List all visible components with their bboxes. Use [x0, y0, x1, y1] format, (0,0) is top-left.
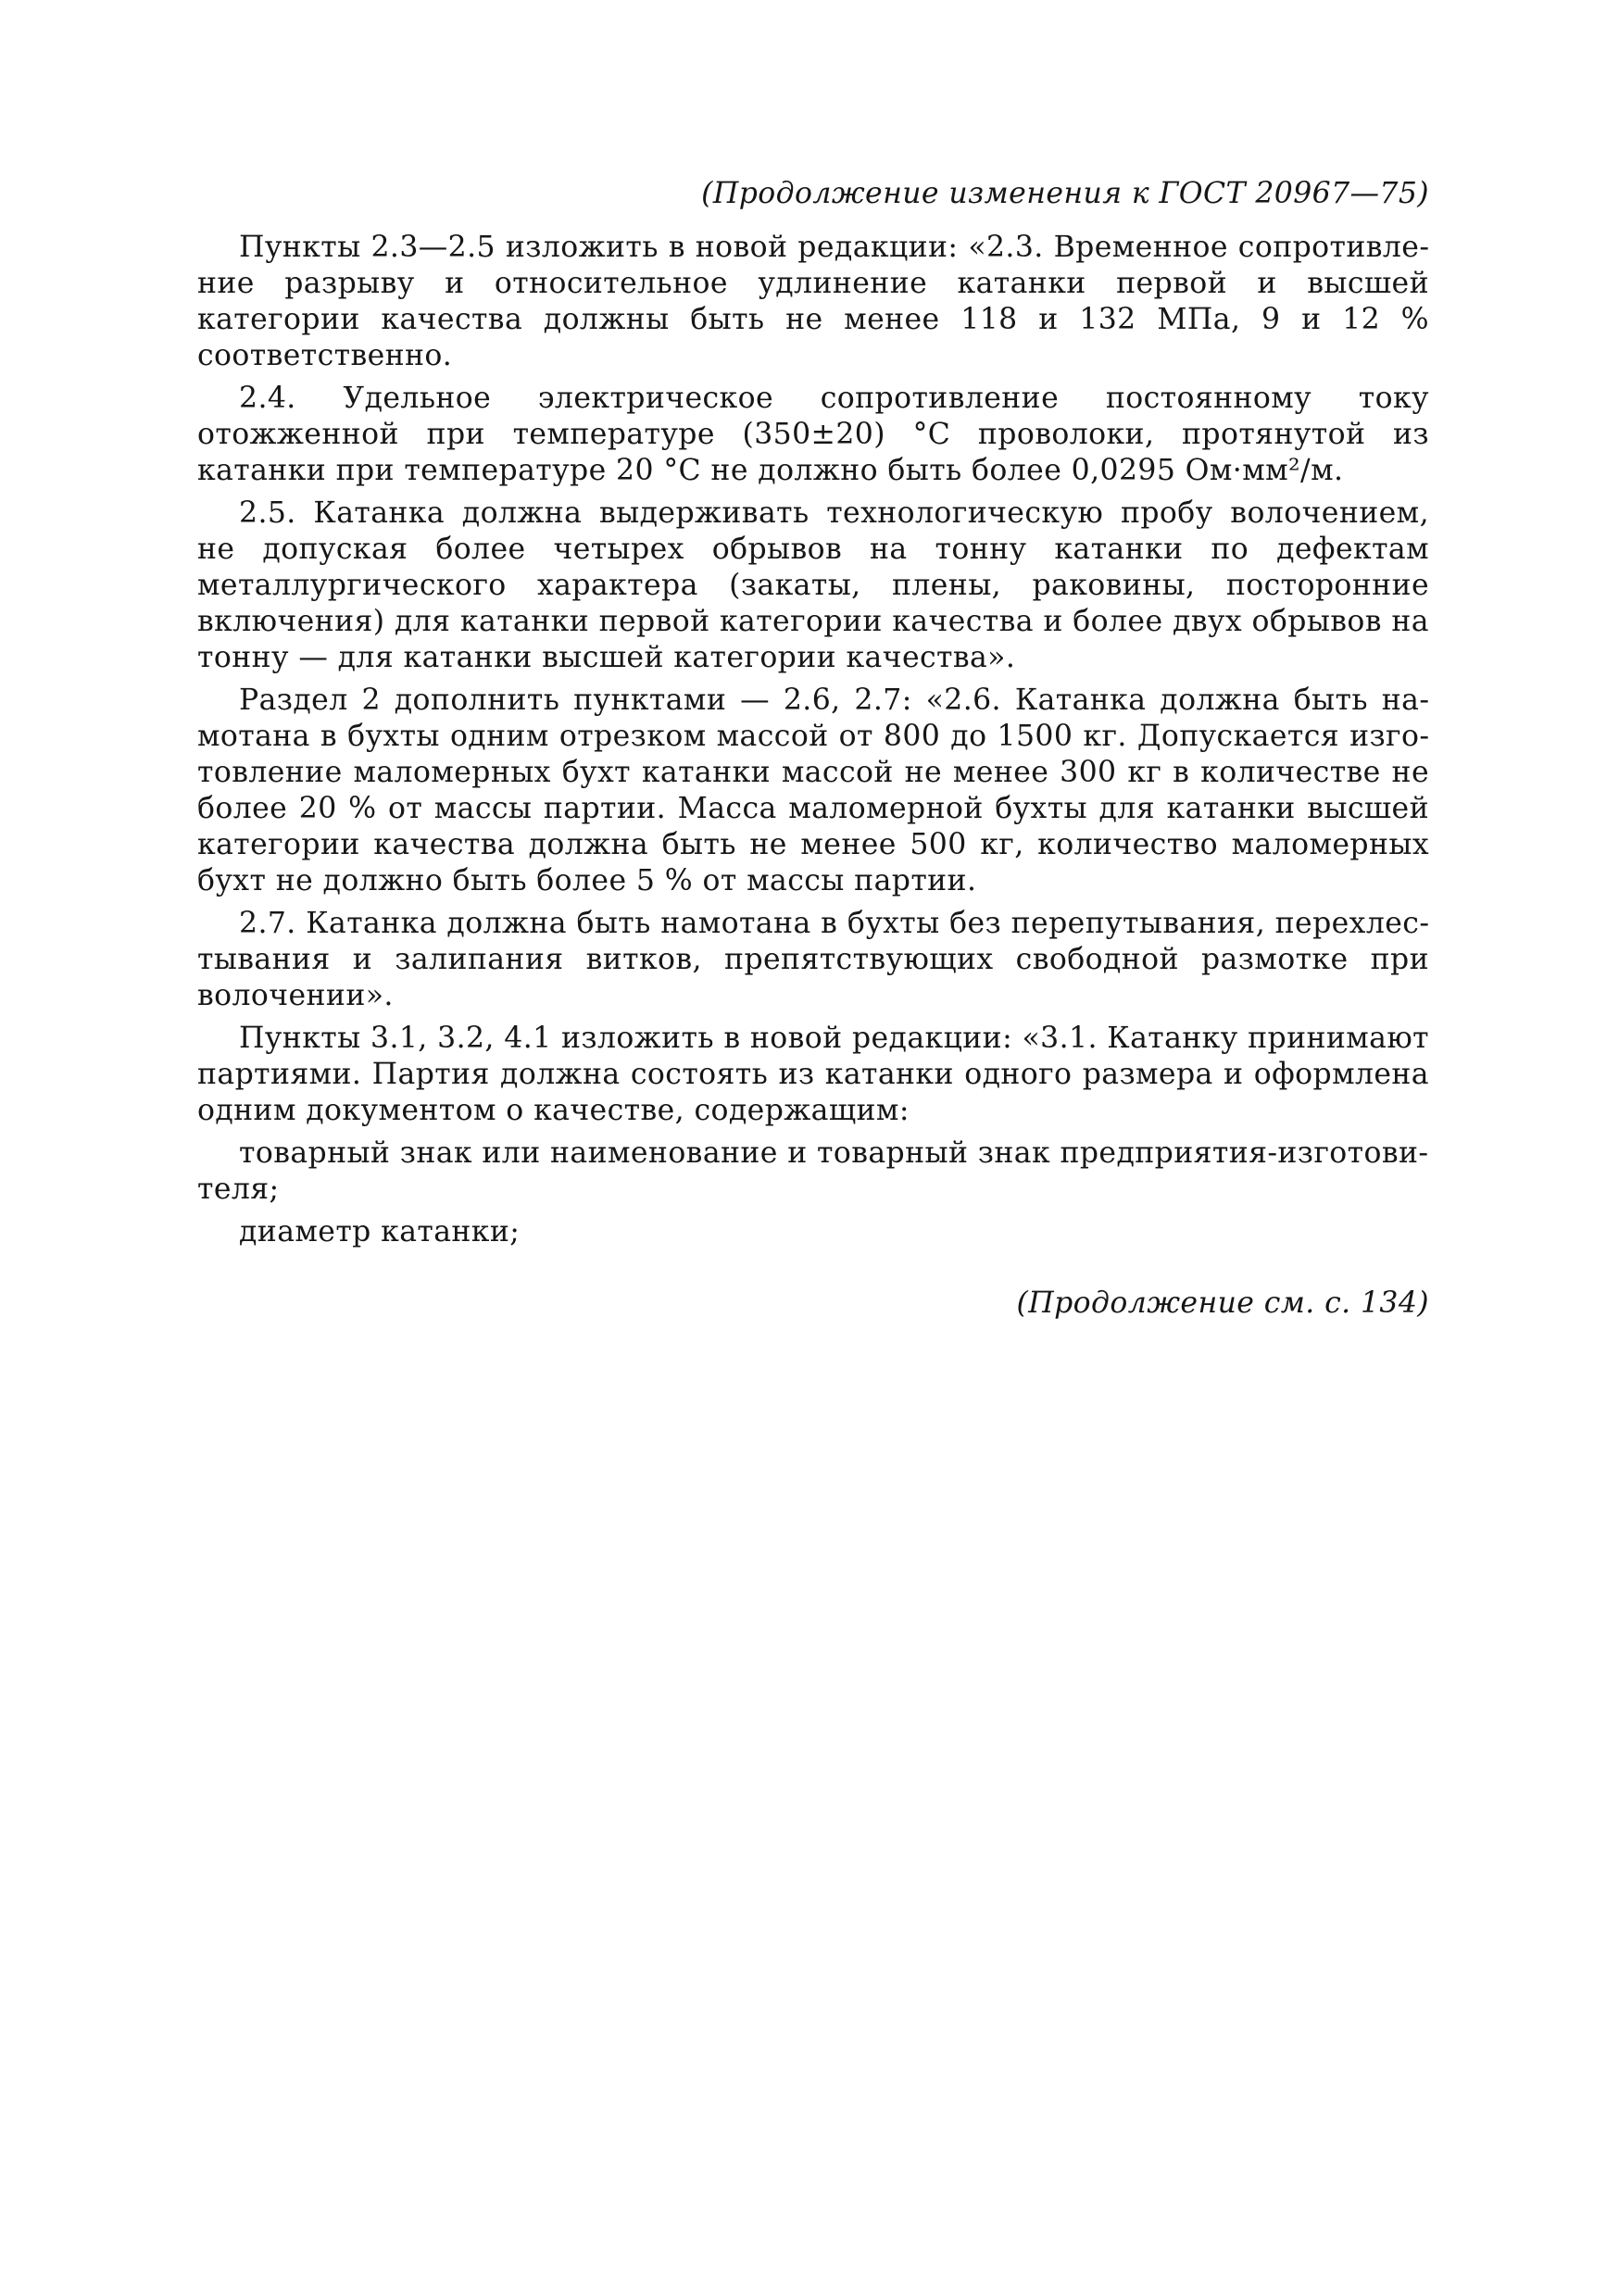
paragraph-item-2-7: 2.7. Катанка должна быть намотана в бухты без перепутывания, перехлестывания и залипания витков, препятствующих свободной размотке при волочении».: [197, 907, 1429, 1012]
paragraph-items-3-1-3-2-4-1: Пункты 3.1, 3.2, 4.1 изложить в новой редакции: «3.1. Катанку принимают партиями. Партия должна состоять из катанки одного размера и оформлена одним документом о качестве, содержащим:: [197, 1022, 1429, 1127]
paragraph-section-2-addition: Раздел 2 дополнить пунктами — 2.6, 2.7: «2.6. Катанка должна быть намотана в бухты одним отрезком массой от 800 до 1500 кг. Допускается изготовление маломерных бухт катанки массой не менее 300 кг в количестве не более 20 % от массы партии. Масса маломерной бухты для катанки высшей категории качества должна быть не менее 500 кг, количество маломерных бухт не должно быть более 5 % от массы партии.: [197, 684, 1429, 897]
list-item-diameter: диаметр катанки;: [239, 1215, 521, 1248]
paragraph-item-2-4: 2.4. Удельное электрическое сопротивление постоянному току отожженной при температуре (350±20) °С проволоки, протянутой из катанки при температуре 20 °С не должно быть более 0,0295 Ом·мм²/м.: [197, 382, 1429, 487]
paragraph-item-2-5: 2.5. Катанка должна выдерживать технологическую пробу волочением, не допуская более четырех обрывов на тонну катанки по дефектам металлургического характера (закаты, плены, раковины, посторонние включения) для катанки первой категории качества и более двух обрывов на тонну — для катанки высшей категории качества».: [197, 496, 1429, 674]
continuation-footer: (Продолжение см. с. 134): [1016, 1286, 1429, 1320]
continuation-header: (Продолжение изменения к ГОСТ 20967—75): [701, 177, 1429, 210]
list-item-trademark: товарный знак или наименование и товарный знак предприятия-изготовителя;: [197, 1136, 1429, 1206]
document-body: [197, 176, 1429, 1322]
paragraph-items-2-3-to-2-5: Пункты 2.3—2.5 изложить в новой редакции: «2.3. Временное сопротивление разрыву и относительное удлинение катанки первой и высшей категории качества должны быть не менее 118 и 132 МПа, 9 и 12 % соответственно.: [197, 231, 1429, 372]
